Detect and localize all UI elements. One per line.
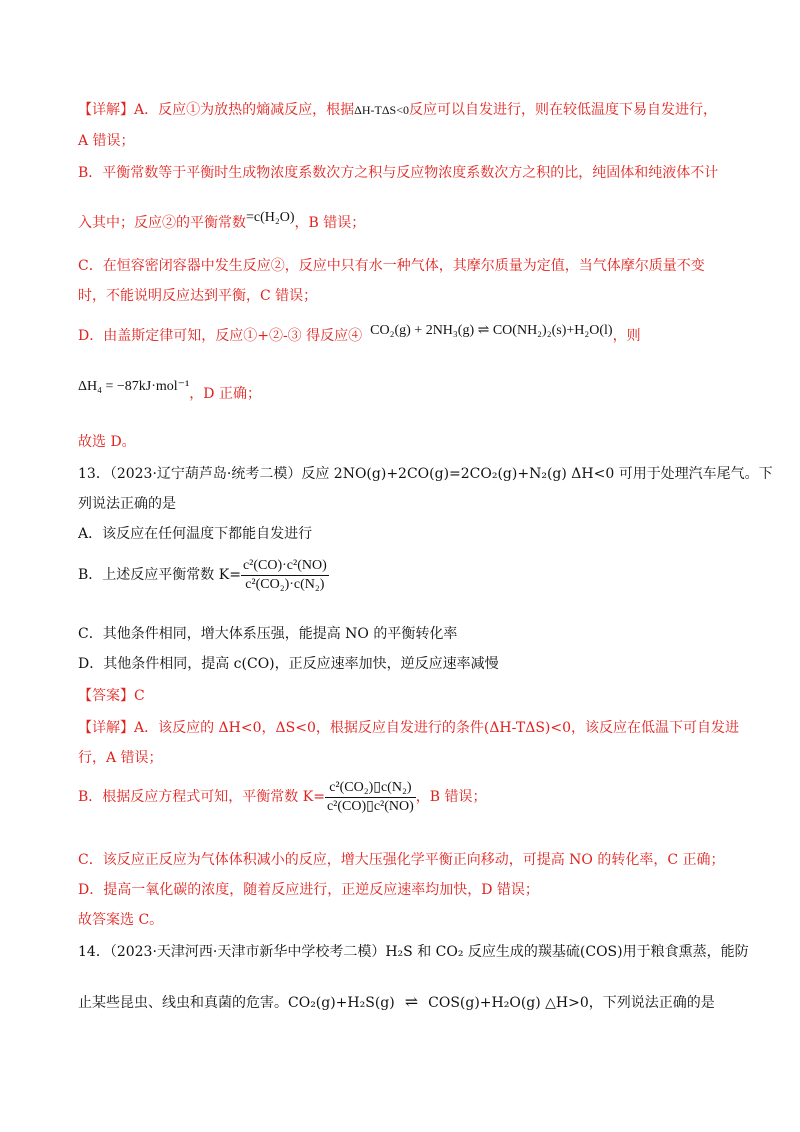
explanation-line-6: 时，不能说明反应达到平衡，C 错误； bbox=[78, 288, 318, 304]
fraction-denominator: c²(CO)▯c²(NO) bbox=[326, 798, 414, 814]
option-b-text: B．上述反应平衡常数 K= bbox=[78, 567, 241, 583]
explanation-text: ，D 正确； bbox=[189, 386, 261, 402]
question-13-stem-cont: 列说法正确的是 bbox=[78, 496, 176, 512]
formula-gibbs: ΔH-TΔS<0 bbox=[354, 103, 409, 117]
question-13-option-c: C．其他条件相同，增大体系压强，能提高 NO 的平衡转化率 bbox=[78, 626, 458, 642]
explanation-line-3: B．平衡常数等于平衡时生成物浓度系数次方之积与反应物浓度系数次方之积的比，纯固体和纯液体不计 bbox=[78, 165, 719, 181]
question-13-explanation-c: C．该反应正反应为气体体积减小的反应，增大压强化学平衡正向移动，可提高 NO 的转化率，C 正确； bbox=[78, 852, 725, 868]
question-13-option-a: A．该反应在任何温度下都能自发进行 bbox=[78, 526, 313, 542]
formula-equilibrium-constant: =c(H₂O) bbox=[246, 210, 295, 225]
equilibrium-arrow-icon: ⇌ bbox=[404, 992, 419, 1011]
question-14-text: COS(g)+H₂O(g) △H>0，下列说法正确的是 bbox=[428, 995, 715, 1011]
explanation-line-5: C．在恒容密闭容器中发生反应②，反应中只有水一种气体，其摩尔质量为定值，当气体摩尔质量不变 bbox=[78, 258, 705, 274]
fraction-k bbox=[241, 557, 329, 594]
explanation-line-7 bbox=[78, 323, 641, 347]
formula-delta-h4: ΔH₄ = −87kJ·mol⁻¹ bbox=[78, 379, 190, 394]
explanation-line-4 bbox=[78, 210, 366, 234]
explanation-line-2: A 错误； bbox=[78, 133, 135, 149]
explanation-text: 反应可以自发进行，则在较低温度下易自发进行， bbox=[408, 102, 717, 118]
question-13-explanation-2: 行，A 错误； bbox=[78, 750, 163, 766]
question-14-stem-cont bbox=[78, 992, 715, 1013]
fraction-denominator: c²(CO₂)·c(N₂) bbox=[245, 576, 325, 592]
fraction-numerator: c²(CO₂)▯c(N₂) bbox=[325, 779, 416, 798]
question-13-answer: 【答案】C bbox=[78, 688, 145, 704]
explanation-text: 入其中；反应②的平衡常数 bbox=[78, 215, 246, 231]
question-14-stem: 14．（2023·天津河西·天津市新华中学校考二模）H₂S 和 CO₂ 反应生成的羰基硫(COS)用于粮食熏蒸，能防 bbox=[78, 944, 749, 960]
question-13-explanation-1: 【详解】A．该反应的 ΔH<0，ΔS<0，根据反应自发进行的条件(ΔH-TΔS)<0，该反应在低温下可自发进 bbox=[78, 720, 740, 736]
explanation-conclusion: 故选 D。 bbox=[78, 434, 136, 450]
question-13-explanation-d: D．提高一氧化碳的浓度，随着反应进行，正逆反应速率均加快，D 错误； bbox=[78, 882, 539, 898]
question-13-stem: 13．（2023·辽宁葫芦岛·统考二模）反应 2NO(g)+2CO(g)=2CO₂(g)+N₂(g) ΔH<0 可用于处理汽车尾气。下 bbox=[78, 466, 773, 482]
explanation-text: B．根据反应方程式可知，平衡常数 K= bbox=[78, 789, 325, 805]
explanation-text: ，B 错误； bbox=[415, 789, 487, 805]
formula-reaction-4: CO₂(g) + 2NH₃(g) ⇌ CO(NH₂)₂(s)+H₂O(l) bbox=[370, 323, 613, 338]
explanation-line-1 bbox=[78, 100, 717, 120]
fraction-k-explanation bbox=[325, 779, 416, 816]
question-13-final: 故答案选 C。 bbox=[78, 912, 164, 928]
question-13-option-b bbox=[78, 556, 329, 594]
explanation-text: 【详解】A．反应①为放热的熵减反应，根据 bbox=[78, 102, 355, 118]
question-14-text: 止某些昆虫、线虫和真菌的危害。CO₂(g)+H₂S(g) bbox=[78, 995, 395, 1011]
explanation-text: D．由盖斯定律可知，反应①+②-③ 得反应④ bbox=[78, 328, 363, 344]
fraction-numerator: c²(CO)·c²(NO) bbox=[241, 557, 329, 576]
explanation-text: ，则 bbox=[612, 328, 641, 344]
explanation-text: ，B 错误； bbox=[294, 215, 366, 231]
explanation-line-8 bbox=[78, 379, 261, 405]
question-13-option-d: D．其他条件相同，提高 c(CO)，正反应速率加快，逆反应速率减慢 bbox=[78, 656, 499, 672]
question-13-explanation-b bbox=[78, 778, 487, 816]
